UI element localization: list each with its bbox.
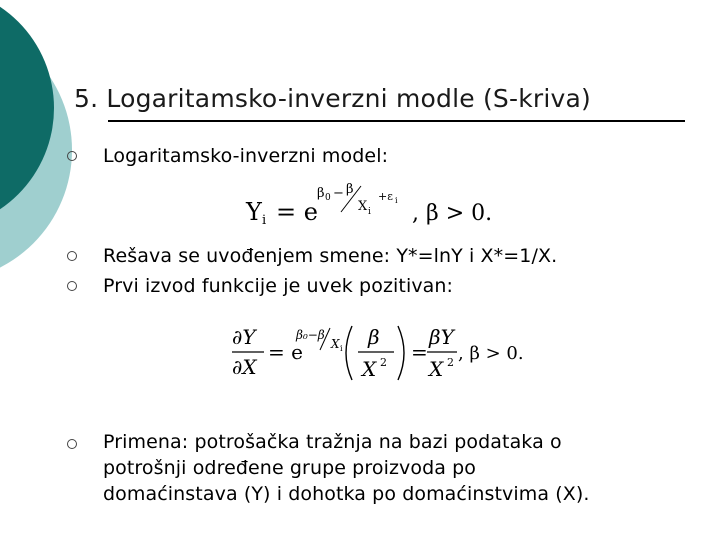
title-underline xyxy=(108,120,685,122)
formula2-paren-right xyxy=(398,326,404,380)
formula2-exp: β₀−β xyxy=(296,328,325,342)
formula2-frac2-den: X xyxy=(429,357,444,381)
bullet-text-4-line-1: Primena: potrošačka tražnja na bazi podataka o xyxy=(103,431,562,453)
formula2-paren-left xyxy=(346,326,352,380)
bullet-text-4-line-3: domaćinstava (Y) i dohotka po domaćinstvima (X). xyxy=(103,483,590,505)
formula2-eq1: = e xyxy=(268,340,303,364)
bullet-text-1: Logaritamsko-inverzni model: xyxy=(103,145,389,167)
formula2-dX: ∂X xyxy=(232,355,257,379)
formula2-eq2: = xyxy=(411,340,428,364)
slide-title: 5. Logaritamsko-inverzni modle (S-kriva) xyxy=(74,84,591,113)
formula1-exp-x-sub: i xyxy=(368,207,371,217)
formula1-lhs: Y xyxy=(246,198,262,226)
formula1-exp-b0: β xyxy=(317,186,325,201)
formula2-frac2-den-pow: 2 xyxy=(447,356,454,369)
formula1-condition: , β > 0. xyxy=(412,201,493,226)
formula1-exp-minus: − xyxy=(333,186,344,201)
formula2-frac-num: β xyxy=(368,325,380,349)
bullet-marker xyxy=(67,439,77,449)
bullet-marker xyxy=(67,281,77,291)
bullet-text-4 xyxy=(103,429,590,507)
formula1-exp-eps: +ε xyxy=(378,190,393,203)
formula2-exp-x: X xyxy=(331,337,340,351)
formula2-exp-x-sub: i xyxy=(340,344,343,353)
bullet-text-3: Prvi izvod funkcije je uvek pozitivan: xyxy=(103,275,454,297)
formula2-frac2-num: βY xyxy=(429,325,454,349)
formula1-eq: = e xyxy=(276,198,318,226)
decorative-circles xyxy=(0,0,120,300)
formula1-exp-beta: β xyxy=(346,182,354,197)
formula-derivative xyxy=(228,322,538,388)
formula2-condition: , β > 0. xyxy=(458,343,524,364)
formula-model xyxy=(240,180,500,234)
formula2-frac-den: X xyxy=(362,357,377,381)
formula1-exp-x: X xyxy=(358,199,368,214)
formula2-dY: ∂Y xyxy=(232,325,256,349)
formula1-exp-b0-sub: 0 xyxy=(325,193,331,203)
bullet-marker xyxy=(67,151,77,161)
formula1-exp-eps-sub: i xyxy=(395,196,398,205)
bullet-text-4-line-2: potrošnji određene grupe proizvoda po xyxy=(103,457,477,479)
formula1-lhs-sub: i xyxy=(262,213,267,228)
bullet-marker xyxy=(67,251,77,261)
bullet-text-2: Rešava se uvođenjem smene: Y*=lnY i X*=1/X. xyxy=(103,245,558,267)
formula2-frac-den-pow: 2 xyxy=(380,356,387,369)
